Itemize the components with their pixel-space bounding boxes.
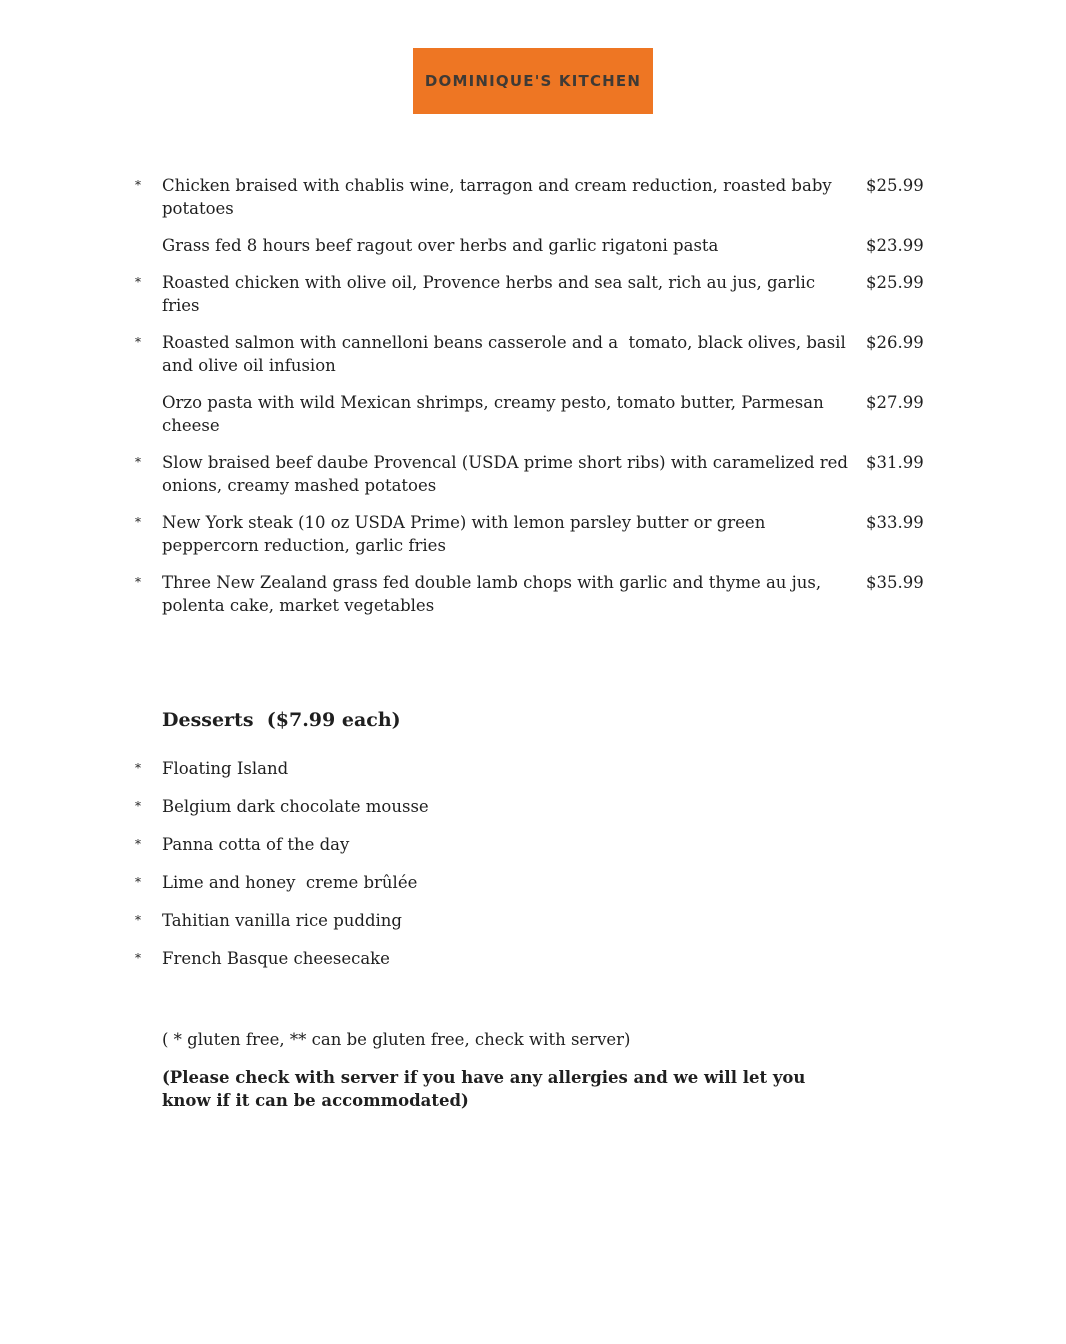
dessert-item (135, 833, 931, 856)
menu-item-description: Roasted salmon with cannelloni beans casserole and a tomato, black olives, basil and olive oil infusion (162, 333, 851, 375)
menu-content (0, 174, 1066, 1112)
gluten-free-marker: * (135, 515, 141, 529)
mains-list (135, 174, 931, 617)
menu-item-description: Chicken braised with chablis wine, tarragon and cream reduction, roasted baby potatoes (162, 176, 837, 218)
dessert-item (135, 909, 931, 932)
gluten-free-marker: * (135, 178, 141, 192)
dessert-item (135, 795, 931, 818)
gluten-free-marker: * (135, 455, 141, 469)
menu-item (135, 391, 931, 437)
menu-item-price: $25.99 (866, 176, 924, 195)
menu-item (135, 234, 931, 257)
menu-item-description: Roasted chicken with olive oil, Provence herbs and sea salt, rich au jus, garlic fries (162, 273, 821, 315)
menu-item-price: $25.99 (866, 273, 924, 292)
dessert-item (135, 757, 931, 780)
menu-item (135, 511, 931, 557)
gluten-free-marker: * (135, 799, 141, 813)
menu-item-description: Three New Zealand grass fed double lamb chops with garlic and thyme au jus, polenta cake, market vegetables (162, 573, 827, 615)
menu-item-description: Grass fed 8 hours beef ragout over herbs and garlic rigatoni pasta (162, 236, 719, 255)
menu-item (135, 331, 931, 377)
dessert-name: French Basque cheesecake (162, 949, 390, 968)
menu-item-description: New York steak (10 oz USDA Prime) with lemon parsley butter or green peppercorn reduction, garlic fries (162, 513, 771, 555)
restaurant-logo (413, 48, 653, 114)
menu-item (135, 571, 931, 617)
dessert-name: Floating Island (162, 759, 289, 778)
desserts-heading: Desserts ($7.99 each) (162, 709, 401, 731)
gluten-free-marker: * (135, 275, 141, 289)
dessert-name: Lime and honey creme brûlée (162, 873, 418, 892)
dessert-name: Belgium dark chocolate mousse (162, 797, 429, 816)
menu-item-price: $27.99 (866, 393, 924, 412)
dessert-item (135, 871, 931, 894)
gluten-free-marker: * (135, 951, 141, 965)
gluten-free-marker (135, 391, 162, 437)
dessert-name: Panna cotta of the day (162, 835, 350, 854)
menu-item (135, 271, 931, 317)
menu-item-price: $23.99 (866, 236, 924, 255)
gluten-free-marker: * (135, 875, 141, 889)
menu-item (135, 174, 931, 220)
gluten-free-marker: * (135, 575, 141, 589)
gluten-free-marker: * (135, 913, 141, 927)
allergy-notice: (Please check with server if you have any allergies and we will let you know if it can be accommodated) (162, 1068, 812, 1110)
gluten-free-legend: ( * gluten free, ** can be gluten free, check with server) (162, 1030, 631, 1049)
restaurant-name: DOMINIQUE'S KITCHEN (424, 72, 642, 90)
gluten-free-marker (135, 234, 162, 257)
dessert-item (135, 947, 931, 970)
menu-item-price: $35.99 (866, 573, 924, 592)
gluten-free-marker: * (135, 335, 141, 349)
menu-item-price: $31.99 (866, 453, 924, 472)
gluten-free-marker: * (135, 837, 141, 851)
menu-item-price: $33.99 (866, 513, 924, 532)
menu-item-description: Orzo pasta with wild Mexican shrimps, creamy pesto, tomato butter, Parmesan cheese (162, 393, 829, 435)
menu-item-price: $26.99 (866, 333, 924, 352)
dessert-name: Tahitian vanilla rice pudding (162, 911, 402, 930)
footnotes (135, 1028, 931, 1112)
desserts-section (135, 709, 931, 970)
menu-item (135, 451, 931, 497)
gluten-free-marker: * (135, 761, 141, 775)
menu-item-description: Slow braised beef daube Provencal (USDA prime short ribs) with caramelized red onions, creamy mashed potatoes (162, 453, 854, 495)
